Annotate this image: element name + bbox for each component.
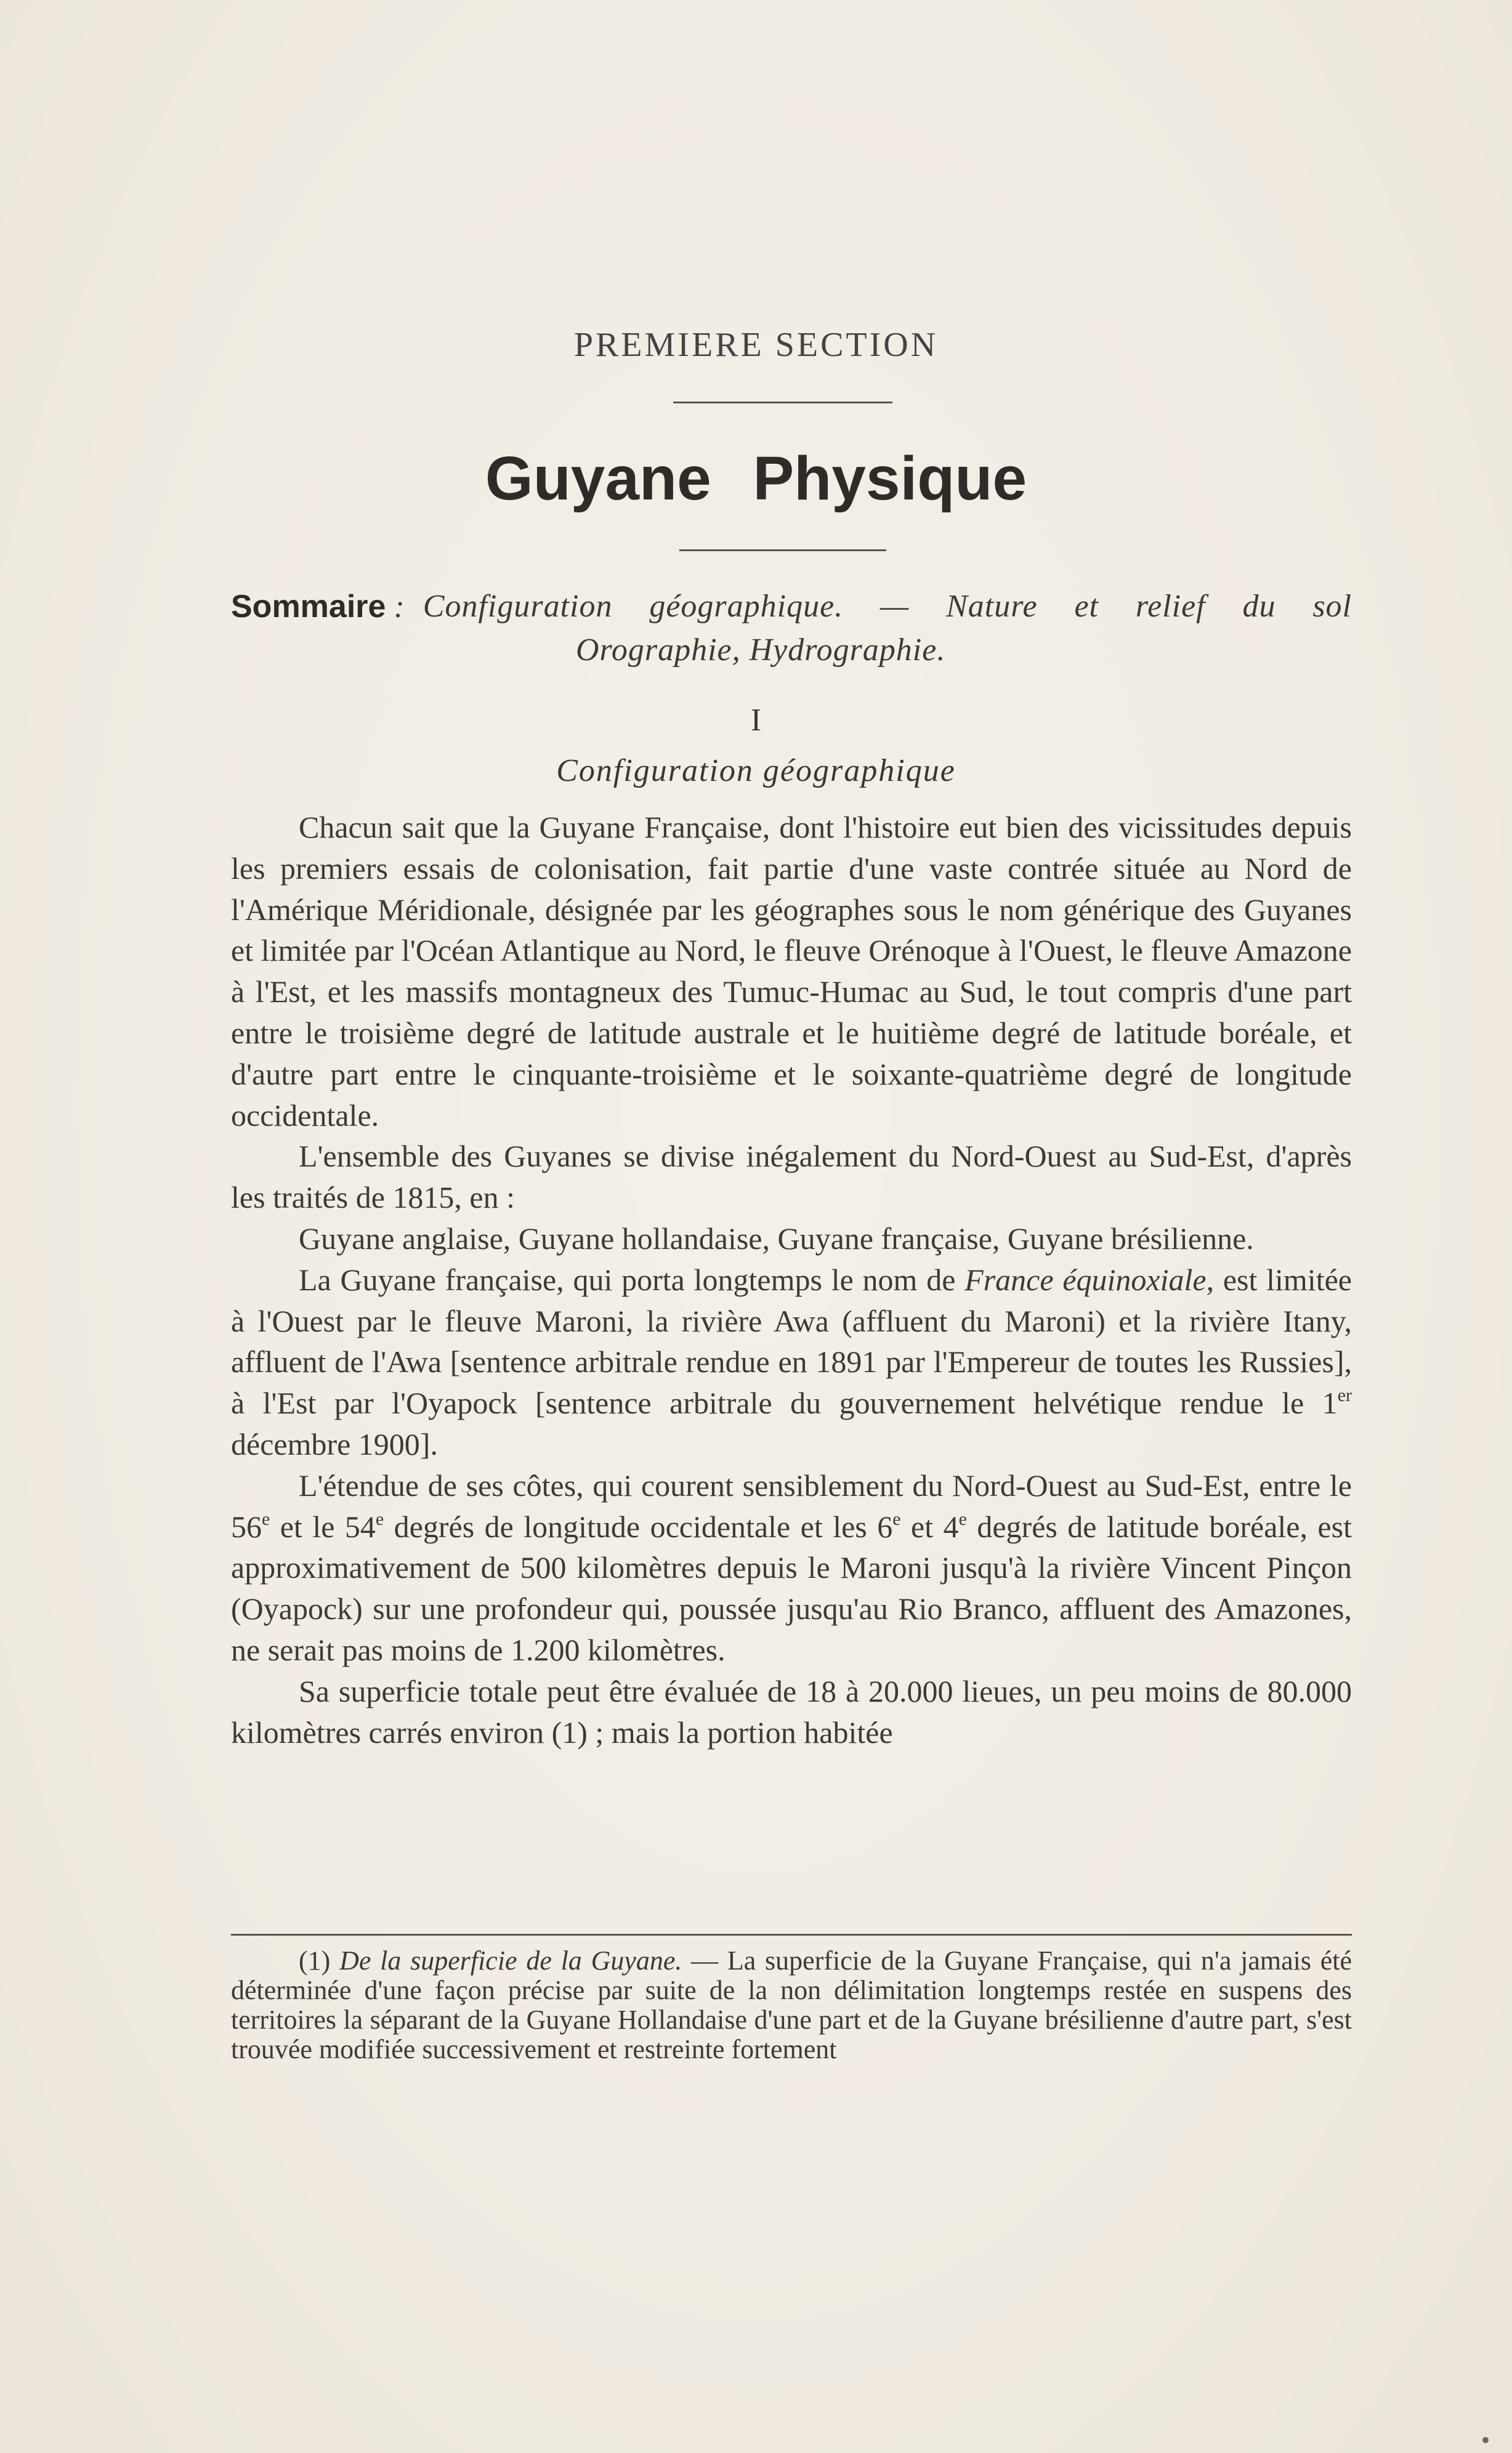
summary-colon: : xyxy=(386,589,405,624)
body-text xyxy=(231,807,1352,1753)
paragraph-4 xyxy=(231,1259,1352,1465)
section-label: PREMIERE SECTION xyxy=(573,326,939,364)
summary-label: Sommaire xyxy=(231,589,386,624)
page-title: Guyane Physique xyxy=(485,444,1027,513)
paragraph-4-text-c: décembre 1900]. xyxy=(231,1426,438,1461)
paragraph-5-text-b: et le 54 xyxy=(270,1509,376,1544)
paragraph-6: Sa superficie totale peut être évaluée de 18 à 20.000 lieues, un peu moins de 80.000 kilomètres carrés environ (1) ; mais la portion habitée xyxy=(231,1673,1352,1750)
summary-items-line2: Orographie, Hydrographie. xyxy=(576,632,946,668)
footnote-title: De la superficie de la Guyane. xyxy=(339,1946,682,1976)
paragraph-3: Guyane anglaise, Guyane hollandaise, Guyane française, Guyane brésilienne. xyxy=(299,1221,1254,1256)
part-number: I xyxy=(750,703,762,738)
footnote-marker: (1) xyxy=(299,1946,340,1976)
paragraph-5-text-c: degrés de longitude occidentale et les 6 xyxy=(384,1509,893,1544)
paragraph-5-sup-4: e xyxy=(958,1508,967,1529)
title-rule-top xyxy=(673,402,892,403)
summary-items-line1: Configuration géographique. — Nature et relief du sol xyxy=(422,589,1352,624)
paragraph-2: L'ensemble des Guyanes se divise inégalement du Nord-Ouest au Sud-Est, d'après les traités de 1815, en : xyxy=(231,1139,1352,1215)
summary xyxy=(231,585,1352,672)
paragraph-5-text-a: L'étendue de ses côtes, qui courent sensiblement du Nord-Ouest au Sud-Est, entre le 56 xyxy=(231,1468,1352,1544)
paragraph-5-sup-3: e xyxy=(892,1508,901,1529)
paragraph-4-text-b: , est limitée à l'Ouest par le fleuve Maroni, la rivière Awa (affluent du Maroni) et la rivière Itany, affluent de l'Awa [sentence arbitrale rendue en 1891 par l'Empereur de toutes les Russies], à l'Est par l'Oyapock [sentence arbitrale du gouvernement helvétique rendue le 1 xyxy=(231,1262,1352,1421)
footnote-rule xyxy=(231,1934,1352,1936)
paper-speck xyxy=(1482,2437,1489,2443)
footnote xyxy=(231,1946,1352,2064)
paragraph-5-text-d: et 4 xyxy=(900,1509,959,1544)
paragraph-5-sup-1: e xyxy=(262,1508,270,1529)
title-rule-bottom xyxy=(679,549,886,551)
footnote-text: — La superficie de la Guyane Française, qui n'a jamais été déterminée d'une façon précise par suite de la non délimitation longtemps restée en suspens des territoires la séparant de la Guyane Hollandaise d'une part et de la Guyane brésilienne d'autre part, s'est trouvée modifiée successivement et restreinte fortement xyxy=(231,1946,1352,2064)
paragraph-1: Chacun sait que la Guyane Française, dont l'histoire eut bien des vicissitudes depuis les premiers essais de colonisation, fait partie d'une vaste contrée située au Nord de l'Amérique Méridionale, désignée par les géographes sous le nom générique des Guyanes et limitée par l'Océan Atlantique au Nord, le fleuve Orénoque à l'Ouest, le fleuve Amazone à l'Est, et les massifs montagneux des Tumuc-Humac au Sud, le tout compris d'une part entre le troisième degré de latitude australe et le huitième degré de latitude boréale, et d'autre part entre le cinquante-troisième et le soixante-quatrième degré de longitude occidentale. xyxy=(231,810,1352,1133)
part-heading: Configuration géographique xyxy=(556,753,956,788)
paragraph-5-text-e: degrés de latitude boréale, est approximativement de 500 kilomètres depuis le Maroni jusqu'à la rivière Vincent Pinçon (Oyapock) sur une profondeur qui, poussée jusqu'au Rio Branco, affluent des Amazones, ne serait pas moins de 1.200 kilomètres. xyxy=(231,1509,1352,1667)
paragraph-4-italic: France équinoxiale xyxy=(964,1262,1207,1297)
paragraph-4-text-a: La Guyane française, qui porta longtemps le nom de xyxy=(299,1262,965,1297)
paragraph-5 xyxy=(231,1465,1352,1671)
paragraph-4-sup: er xyxy=(1337,1385,1352,1406)
paragraph-5-sup-2: e xyxy=(375,1508,384,1529)
